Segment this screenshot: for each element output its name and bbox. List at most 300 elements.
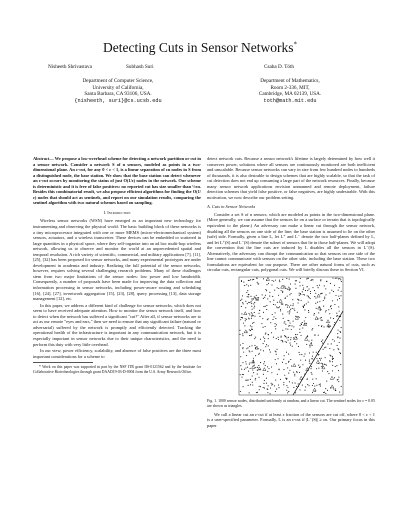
sensor-point: [287, 307, 288, 308]
sensor-point: [325, 288, 326, 289]
sensor-point: [247, 367, 248, 368]
sensor-point: [250, 330, 251, 331]
sensor-point: [307, 278, 308, 279]
sensor-point: [311, 358, 312, 359]
linear-cut-line: [293, 311, 343, 395]
sensor-point: [264, 380, 265, 381]
sensor-point: [305, 360, 306, 361]
sensor-point: [249, 350, 250, 351]
sensor-point: [271, 383, 272, 384]
sensor-point: [246, 292, 247, 293]
sensor-point: [302, 364, 303, 365]
sensor-point: [307, 295, 308, 296]
sensor-point: [249, 302, 250, 303]
sensor-point: [240, 319, 241, 320]
sensor-point: [282, 362, 283, 363]
sensor-point: [340, 353, 341, 354]
sensor-point: [257, 373, 258, 374]
sensor-point: [267, 319, 268, 320]
sensor-point: [246, 363, 247, 364]
sensor-point: [338, 349, 339, 350]
sensor-point: [275, 318, 276, 319]
sensor-point: [263, 383, 264, 384]
sensor-point: [275, 312, 276, 313]
sensor-point: [244, 285, 245, 286]
sensor-point: [339, 311, 340, 312]
sensor-point: [279, 280, 280, 281]
sensor-point: [339, 342, 340, 343]
sensor-point: [268, 318, 269, 319]
sensor-point: [334, 340, 335, 341]
sensor-point: [251, 298, 252, 299]
sensor-point: [267, 366, 268, 367]
sensor-point: [316, 385, 317, 386]
sensor-point: [292, 299, 293, 300]
sensor-point: [268, 283, 269, 284]
sentinel-node: [244, 312, 247, 315]
sensor-point: [285, 304, 286, 305]
sensor-point: [331, 308, 332, 309]
sensor-point: [327, 371, 328, 372]
sensor-point: [290, 305, 291, 306]
sensor-point: [273, 316, 274, 317]
sentinel-node: [330, 376, 333, 379]
sensor-point: [308, 296, 309, 297]
sensor-point: [288, 340, 289, 341]
sensor-point: [241, 377, 242, 378]
sensor-point: [311, 372, 312, 373]
sensor-point: [301, 323, 302, 324]
sensor-point: [268, 345, 269, 346]
sensor-point: [242, 343, 243, 344]
sensor-point: [337, 299, 338, 300]
sensor-point: [316, 308, 317, 309]
sensor-point: [250, 296, 251, 297]
sensor-point: [251, 303, 252, 304]
sensor-point: [265, 326, 266, 327]
sensor-point: [263, 363, 264, 364]
sensor-point: [336, 278, 337, 279]
sensor-point: [281, 336, 282, 337]
sensor-point: [245, 320, 246, 321]
sensor-point: [311, 279, 312, 280]
sensor-point: [287, 329, 288, 330]
sensor-point: [276, 354, 277, 355]
sensor-point: [251, 318, 252, 319]
sensor-point: [247, 290, 248, 291]
sensor-point: [304, 294, 305, 295]
sensor-point: [257, 278, 258, 279]
sensor-point: [324, 392, 325, 393]
sensor-point: [320, 359, 321, 360]
sensor-point: [286, 337, 287, 338]
sensor-point: [283, 285, 284, 286]
sensor-point: [260, 362, 261, 363]
sensor-point: [338, 306, 339, 307]
sensor-point: [253, 372, 254, 373]
sensor-point: [266, 305, 267, 306]
sensor-point: [240, 344, 241, 345]
sensor-point: [249, 351, 250, 352]
sensor-point: [309, 297, 310, 298]
sensor-point: [282, 292, 283, 293]
sensor-point: [286, 385, 287, 386]
author-name: Subhash Suri: [126, 64, 154, 70]
sensor-point: [248, 371, 249, 372]
sensor-point: [319, 384, 320, 385]
sensor-point: [254, 345, 255, 346]
sensor-point: [326, 310, 327, 311]
sensor-point: [266, 284, 267, 285]
sensor-point: [251, 345, 252, 346]
sensor-point: [326, 380, 327, 381]
sensor-point: [263, 298, 264, 299]
sensor-point: [288, 325, 289, 326]
sensor-point: [302, 306, 303, 307]
sensor-point: [283, 384, 284, 385]
sensor-point: [279, 281, 280, 282]
sensor-point: [275, 280, 276, 281]
sensor-point: [318, 354, 319, 355]
sensor-point: [278, 307, 279, 308]
sensor-point: [286, 390, 287, 391]
sensor-point: [334, 285, 335, 286]
sensor-point: [293, 372, 294, 373]
sensor-point: [272, 314, 273, 315]
sensor-point: [323, 392, 324, 393]
sensor-point: [282, 330, 283, 331]
sensor-point: [278, 369, 279, 370]
sensor-point: [253, 279, 254, 280]
sensor-point: [264, 297, 265, 298]
sensor-point: [310, 298, 311, 299]
sensor-point: [302, 322, 303, 323]
sensor-point: [279, 306, 280, 307]
paragraph: In our view, power efficiency, scalability, and absence of false positives are the three most important considerations for a scheme to: [33, 348, 201, 359]
sensor-point: [263, 278, 264, 279]
sensor-point: [274, 385, 275, 386]
sensor-point: [316, 368, 317, 369]
sensor-point: [304, 309, 305, 310]
sensor-point: [265, 333, 266, 334]
sensor-point: [325, 311, 326, 312]
sensor-point: [269, 393, 270, 394]
sensor-point: [338, 348, 339, 349]
sensor-point: [320, 279, 321, 280]
sensor-point: [258, 365, 259, 366]
paragraph: Wireless sensor networks (WSN) have emerged as an important new technology for instrumenting and observing the physical world. The basic building block of these networks is a tiny microprocessor integrated with one or more MEMS (micro-electromechanical system) sensors, actuators, and a wireless transceiver. These devices can be embedded or scattered in large quantities in a physical space, where they self-organize into an ad hoc multi-hop wireless network, allowing us to observe and monitor the world at an unprecedented spatial and temporal resolution. A rich variety of scientific, commercial, and military applications [7], [11], [25], [32] has been proposed for sensor networks, and many experimental prototypes are under development in academia and industry. Realizing the full potential of the sensor networks, however, requires solving several challenging research problems. Many of these challenges stem from two major limitations of the sensor nodes: low power and low bandwidth. Consequently, a number of proposals have been made for improving the data collection and information processing in sensor networks, including power-aware routing and scheduling [16], [24], [27], in-network aggregation [15], [23], [28], query processing [13], data storage management [12], etc.: [33, 218, 201, 302]
sensor-point: [311, 329, 312, 330]
sensor-point: [257, 299, 258, 300]
sensor-point: [332, 370, 333, 371]
sensor-point: [268, 338, 269, 339]
sensor-point: [335, 388, 336, 389]
sensor-point: [260, 349, 261, 350]
sensor-point: [290, 309, 291, 310]
abstract: Abstract— We propose a low-overhead scheme for detecting a network partition or cut in a sensor network. Consider a network S of n sensors, modeled as points in a two-dimensional plane. An ε-cut, for any 0 < ε < 1, is a linear separation of εn nodes in S from a distinguished node, the base station. We show that the base station can detect whenever an ε-cut occurs by monitoring the status of just O(1/ε) nodes in the network. Our scheme is deterministic and it is free of false positives: no reported cut has size smaller than ½εn. Besides this combinatorial result, we also propose efficient algorithms for finding the O(1/ε) nodes that should act as sentinels, and report on our simulation results, comparing the sentinel algorithm with two natural schemes based on sampling.: [33, 156, 201, 206]
sensor-point: [280, 310, 281, 311]
sensor-point: [300, 293, 301, 294]
sensor-point: [291, 293, 292, 294]
sensor-point: [341, 281, 342, 282]
sentinel-node: [331, 385, 334, 388]
sensor-point: [262, 318, 263, 319]
sensor-point: [299, 317, 300, 318]
right-column: [207, 156, 375, 429]
sensor-point: [299, 329, 300, 330]
sensor-point: [269, 349, 270, 350]
sensor-point: [320, 310, 321, 311]
sensor-point: [292, 346, 293, 347]
sensor-point: [291, 329, 292, 330]
sensor-point: [280, 309, 281, 310]
sensor-point: [258, 297, 259, 298]
sensor-point: [315, 293, 316, 294]
sensor-point: [332, 359, 333, 360]
sensor-point: [337, 345, 338, 346]
sensor-point: [316, 352, 317, 353]
sensor-point: [305, 317, 306, 318]
sensor-point: [339, 352, 340, 353]
sensor-point: [301, 300, 302, 301]
sensor-point: [270, 301, 271, 302]
sensor-point: [283, 369, 284, 370]
sensor-point: [339, 391, 340, 392]
sensor-point: [340, 364, 341, 365]
sensor-point: [307, 290, 308, 291]
sensor-point: [267, 298, 268, 299]
sensor-point: [241, 299, 242, 300]
sensor-point: [251, 326, 252, 327]
sensor-point: [284, 322, 285, 323]
sensor-point: [265, 332, 266, 333]
sensor-point: [336, 365, 337, 366]
sensor-point: [314, 296, 315, 297]
sensor-point: [263, 306, 264, 307]
sensor-point: [252, 309, 253, 310]
sensor-point: [332, 358, 333, 359]
sensor-point: [284, 375, 285, 376]
sensor-point: [248, 385, 249, 386]
sensor-point: [258, 283, 259, 284]
sensor-point: [290, 337, 291, 338]
sensor-point: [334, 377, 335, 378]
paragraph: Consider a set S of n sensors, which are modeled as points in the two-dimensional plane. (More generally, we can assume that the sensors lie on a surface or terrain that is topologically equivalent to the plane.) An adversary can make a linear cut through the sensor network, disabling all the sensors on one side of the line; the base station is assumed to lie on the other (safe) side. Formally, given a line L, let L⁺ and L⁻ denote the two half-planes defined by L, and let L⁺(S) and L⁻(S) denote the subset of sensors that lie in those half-planes. We will adopt the convention that the line cuts are induced by L disables all the sensors in L⁻(S). Alternatively, the adversary can disrupt the communication so that sensors on one side of the line cannot communicate with sensors on the other side, including the base station. These two formulations are equivalent for our purpose. There are other natural forms of cuts, such as circular cuts, rectangular cuts, polygonal cuts. We will briefly discuss these in Section VI.: [207, 211, 375, 273]
sensor-point: [304, 320, 305, 321]
sensor-point: [249, 280, 250, 281]
sensor-point: [241, 317, 242, 318]
subsection-heading: A. Cuts in Sensor Networks: [207, 204, 256, 210]
sentinel-node: [316, 360, 319, 363]
sensor-point: [284, 287, 285, 288]
sensor-point: [289, 313, 290, 314]
sensor-point: [288, 361, 289, 362]
sensor-point: [247, 347, 248, 348]
sensor-point: [284, 355, 285, 356]
sensor-point: [298, 365, 299, 366]
sensor-point: [251, 315, 252, 316]
sensor-point: [247, 296, 248, 297]
sensor-point: [320, 318, 321, 319]
sensor-point: [323, 326, 324, 327]
sentinel-node: [313, 388, 316, 391]
sensor-point: [245, 379, 246, 380]
sensor-point: [240, 391, 241, 392]
sensor-point: [303, 289, 304, 290]
sensor-point: [285, 341, 286, 342]
sensor-point: [320, 385, 321, 386]
sensor-point: [285, 328, 286, 329]
sensor-point: [292, 305, 293, 306]
sensor-points: [239, 277, 341, 394]
sensor-point: [321, 363, 322, 364]
sensor-point: [242, 335, 243, 336]
sensor-point: [272, 280, 273, 281]
sensor-point: [264, 387, 265, 388]
sensor-point: [278, 339, 279, 340]
sensor-point: [313, 352, 314, 353]
sensor-point: [257, 367, 258, 368]
sensor-point: [263, 312, 264, 313]
affiliation-mit: Department of Mathematics, Room 2-336, MIT, Cambridge, MA 02139, USA. toth@math.mit.edu: [258, 78, 322, 104]
sensor-point: [252, 369, 253, 370]
sensor-point: [320, 293, 321, 294]
sensor-point: [285, 298, 286, 299]
sensor-point: [324, 298, 325, 299]
sensor-point: [300, 360, 301, 361]
sensor-point: [276, 363, 277, 364]
left-column: [33, 156, 201, 375]
sensor-point: [334, 304, 335, 305]
sensor-point: [248, 318, 249, 319]
sensor-point: [326, 365, 327, 366]
sensor-point: [299, 352, 300, 353]
sensor-point: [288, 372, 289, 373]
sensor-point: [285, 336, 286, 337]
sensor-point: [293, 337, 294, 338]
sensor-point: [312, 328, 313, 329]
sensor-point: [309, 352, 310, 353]
paper-title: Detecting Cuts in Sensor Networks*: [103, 40, 297, 55]
sensor-point: [278, 295, 279, 296]
sensor-point: [305, 290, 306, 291]
sensor-point: [321, 341, 322, 342]
sensor-point: [292, 382, 293, 383]
sensor-point: [248, 313, 249, 314]
sensor-point: [259, 353, 260, 354]
sensor-point: [294, 374, 295, 375]
sensor-point: [240, 365, 241, 366]
sensor-point: [325, 294, 326, 295]
sensor-point: [287, 367, 288, 368]
sensor-point: [245, 307, 246, 308]
sensor-point: [240, 356, 241, 357]
sensor-point: [322, 342, 323, 343]
sensor-point: [319, 358, 320, 359]
sensor-point: [252, 382, 253, 383]
sensor-point: [285, 363, 286, 364]
sensor-point: [251, 306, 252, 307]
sensor-point: [276, 324, 277, 325]
sensor-point: [274, 290, 275, 291]
sensor-point: [297, 312, 298, 313]
sensor-point: [255, 337, 256, 338]
sensor-point: [302, 384, 303, 385]
sensor-point: [282, 313, 283, 314]
sensor-point: [266, 309, 267, 310]
sensor-point: [284, 335, 285, 336]
sensor-point: [256, 392, 257, 393]
sensor-point: [330, 306, 331, 307]
sensor-point: [289, 311, 290, 312]
sensor-point: [332, 300, 333, 301]
sensor-point: [241, 369, 242, 370]
sensor-point: [318, 287, 319, 288]
sensor-point: [302, 291, 303, 292]
sensor-point: [330, 283, 331, 284]
sensor-point: [316, 378, 317, 379]
sensor-point: [289, 325, 290, 326]
sensor-point: [321, 358, 322, 359]
sensor-point: [267, 371, 268, 372]
sensor-point: [298, 383, 299, 384]
sensor-point: [341, 327, 342, 328]
sensor-point: [272, 319, 273, 320]
sensor-point: [312, 356, 313, 357]
sensor-point: [268, 334, 269, 335]
sensor-point: [278, 387, 279, 388]
sentinel-node: [263, 368, 266, 371]
sensor-point: [275, 323, 276, 324]
sensor-point: [299, 295, 300, 296]
sensor-point: [275, 328, 276, 329]
sensor-point: [266, 344, 267, 345]
figure-sensor-nodes: [207, 275, 375, 397]
sensor-point: [300, 278, 301, 279]
sensor-point: [338, 330, 339, 331]
sensor-point: [254, 316, 255, 317]
sensor-point: [270, 351, 271, 352]
sensor-point: [333, 358, 334, 359]
sensor-point: [307, 336, 308, 337]
sensor-point: [288, 391, 289, 392]
sensor-point: [298, 299, 299, 300]
sensor-point: [286, 304, 287, 305]
sensor-point: [331, 305, 332, 306]
sensor-point: [311, 366, 312, 367]
sensor-point: [295, 283, 296, 284]
sensor-point: [265, 365, 266, 366]
sensor-point: [262, 294, 263, 295]
author-name: Csaba D. Tóth: [264, 64, 295, 70]
sensor-point: [320, 280, 321, 281]
sensor-point: [339, 337, 340, 338]
sensor-point: [302, 327, 303, 328]
sensor-point: [257, 392, 258, 393]
sensor-point: [290, 322, 291, 323]
sensor-point: [321, 319, 322, 320]
sensor-point: [241, 313, 242, 314]
sensor-point: [287, 392, 288, 393]
sensor-point: [286, 278, 287, 279]
sensor-point: [260, 339, 261, 340]
sensor-point: [272, 296, 273, 297]
sensor-point: [332, 339, 333, 340]
footnote: * Work on this paper was supported in part by the NSF ITR grant IIS-0121562 and by the Institute for Collaborative Biotechnologies through grant DAAD19-03-D-0004 from the U.S. Army Research Office.: [33, 365, 201, 374]
sensor-point: [335, 366, 336, 367]
sensor-point: [283, 318, 284, 319]
sensor-point: [332, 361, 333, 362]
